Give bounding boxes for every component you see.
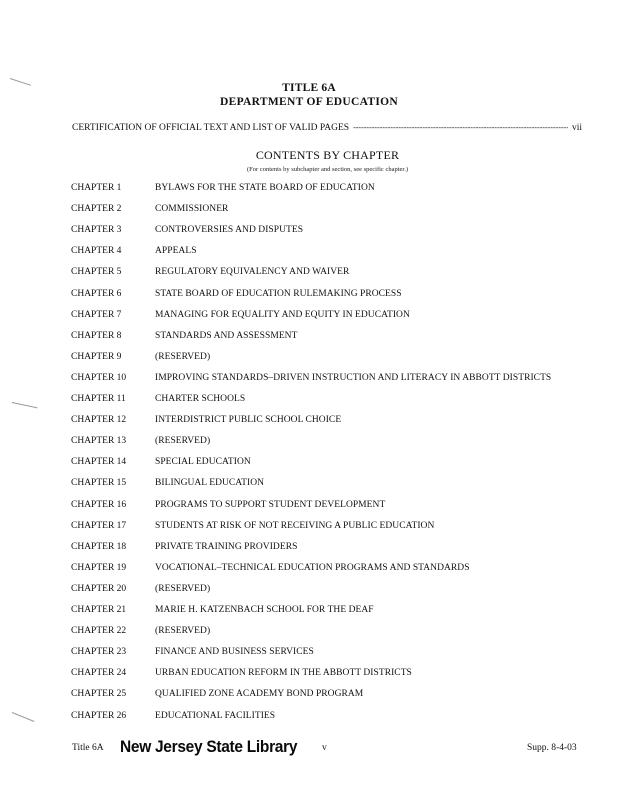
chapter-title: STATE BOARD OF EDUCATION RULEMAKING PROCESS	[155, 288, 402, 299]
chapter-title: VOCATIONAL–TECHNICAL EDUCATION PROGRAMS AND STANDARDS	[155, 562, 470, 573]
chapter-row	[0, 478, 618, 492]
chapter-number: CHAPTER 24	[71, 668, 127, 679]
chapter-title: PRIVATE TRAINING PROVIDERS	[155, 541, 298, 552]
chapter-number: CHAPTER 6	[71, 288, 122, 299]
chapter-row	[0, 415, 618, 429]
chapter-number: CHAPTER 1	[71, 183, 122, 193]
chapter-title: SPECIAL EDUCATION	[155, 457, 251, 468]
chapter-row	[0, 246, 618, 260]
chapter-number: CHAPTER 16	[71, 499, 127, 510]
chapter-number: CHAPTER 18	[71, 541, 127, 552]
chapter-title: CONTROVERSIES AND DISPUTES	[155, 225, 304, 236]
chapter-number: CHAPTER 19	[71, 562, 127, 573]
supplement-date: Supp. 8-4-03	[527, 743, 577, 753]
chapter-row	[0, 711, 618, 725]
chapter-number: CHAPTER 26	[71, 710, 127, 721]
chapter-title: (RESERVED)	[155, 436, 211, 447]
chapter-row	[0, 689, 618, 703]
chapter-number: CHAPTER 20	[71, 583, 127, 594]
chapter-title: QUALIFIED ZONE ACADEMY BOND PROGRAM	[155, 689, 364, 700]
chapter-row	[0, 521, 618, 535]
chapter-row	[0, 647, 618, 661]
chapter-row	[0, 225, 618, 239]
chapter-number: CHAPTER 13	[71, 436, 127, 447]
chapter-number: CHAPTER 3	[71, 225, 122, 236]
chapter-row	[0, 542, 618, 556]
chapter-row	[0, 289, 618, 303]
chapter-row	[0, 183, 618, 197]
page-title: TITLE 6A	[282, 82, 336, 94]
chapter-row	[0, 267, 618, 281]
chapter-number: CHAPTER 23	[71, 647, 127, 658]
chapter-title: APPEALS	[155, 246, 197, 257]
certification-page: vii	[571, 123, 582, 133]
chapter-row	[0, 352, 618, 366]
chapter-number: CHAPTER 9	[71, 351, 122, 362]
library-stamp: New Jersey State Library	[120, 738, 298, 757]
chapter-row	[0, 626, 618, 640]
chapter-number: CHAPTER 2	[71, 204, 122, 215]
chapter-title: BYLAWS FOR THE STATE BOARD OF EDUCATION	[155, 183, 375, 193]
chapter-number: CHAPTER 7	[71, 309, 122, 320]
chapter-title: (RESERVED)	[155, 351, 211, 362]
chapter-title: BILINGUAL EDUCATION	[155, 478, 265, 489]
chapter-title: (RESERVED)	[155, 583, 211, 594]
page-number: v	[322, 743, 327, 753]
chapter-row	[0, 605, 618, 619]
chapter-title: URBAN EDUCATION REFORM IN THE ABBOTT DISTRICTS	[155, 668, 412, 679]
chapter-row	[0, 310, 618, 324]
chapter-number: CHAPTER 5	[71, 267, 122, 278]
chapter-title: INTERDISTRICT PUBLIC SCHOOL CHOICE	[155, 415, 342, 426]
chapter-number: CHAPTER 25	[71, 689, 127, 700]
chapter-row	[0, 436, 618, 450]
chapter-number: CHAPTER 11	[71, 394, 126, 404]
dot-leader	[353, 123, 568, 133]
chapter-row	[0, 500, 618, 514]
chapter-title: EDUCATIONAL FACILITIES	[155, 710, 276, 721]
chapter-title: PROGRAMS TO SUPPORT STUDENT DEVELOPMENT	[155, 499, 386, 510]
chapter-row	[0, 331, 618, 345]
chapter-row	[0, 563, 618, 577]
chapter-title: STUDENTS AT RISK OF NOT RECEIVING A PUBLIC EDUCATION	[155, 520, 435, 531]
chapter-title: MANAGING FOR EQUALITY AND EQUITY IN EDUCATION	[155, 309, 410, 320]
department-heading: DEPARTMENT OF EDUCATION	[220, 96, 398, 108]
chapter-number: CHAPTER 4	[71, 246, 122, 257]
chapter-title: CHARTER SCHOOLS	[155, 394, 246, 404]
chapter-number: CHAPTER 14	[71, 457, 127, 468]
certification-line	[72, 123, 582, 133]
contents-note: (For contents by subchapter and section, see specific chapter.)	[247, 166, 408, 173]
chapter-title: REGULATORY EQUIVALENCY AND WAIVER	[155, 267, 350, 278]
chapter-number: CHAPTER 15	[71, 478, 127, 489]
chapter-title: IMPROVING STANDARDS–DRIVEN INSTRUCTION AND LITERACY IN ABBOTT DISTRICTS	[155, 372, 552, 383]
chapter-row	[0, 668, 618, 682]
chapter-title: STANDARDS AND ASSESSMENT	[155, 330, 298, 341]
chapter-number: CHAPTER 22	[71, 626, 127, 637]
chapter-number: CHAPTER 21	[71, 605, 127, 615]
chapter-title: COMMISSIONER	[155, 204, 229, 215]
chapter-title: MARIE H. KATZENBACH SCHOOL FOR THE DEAF	[155, 605, 374, 615]
certification-label: CERTIFICATION OF OFFICIAL TEXT AND LIST OF VALID PAGES	[72, 123, 350, 133]
chapter-row	[0, 457, 618, 471]
chapter-row	[0, 373, 618, 387]
contents-heading: CONTENTS BY CHAPTER	[255, 148, 400, 162]
footer-title: Title 6A	[72, 743, 104, 753]
chapter-row	[0, 584, 618, 598]
chapter-number: CHAPTER 17	[71, 520, 127, 531]
chapter-title: (RESERVED)	[155, 626, 211, 637]
chapter-title: FINANCE AND BUSINESS SERVICES	[155, 647, 314, 658]
chapter-number: CHAPTER 10	[71, 372, 127, 383]
chapter-row	[0, 394, 618, 408]
chapter-row	[0, 204, 618, 218]
chapter-number: CHAPTER 12	[71, 415, 127, 426]
chapter-number: CHAPTER 8	[71, 330, 122, 341]
